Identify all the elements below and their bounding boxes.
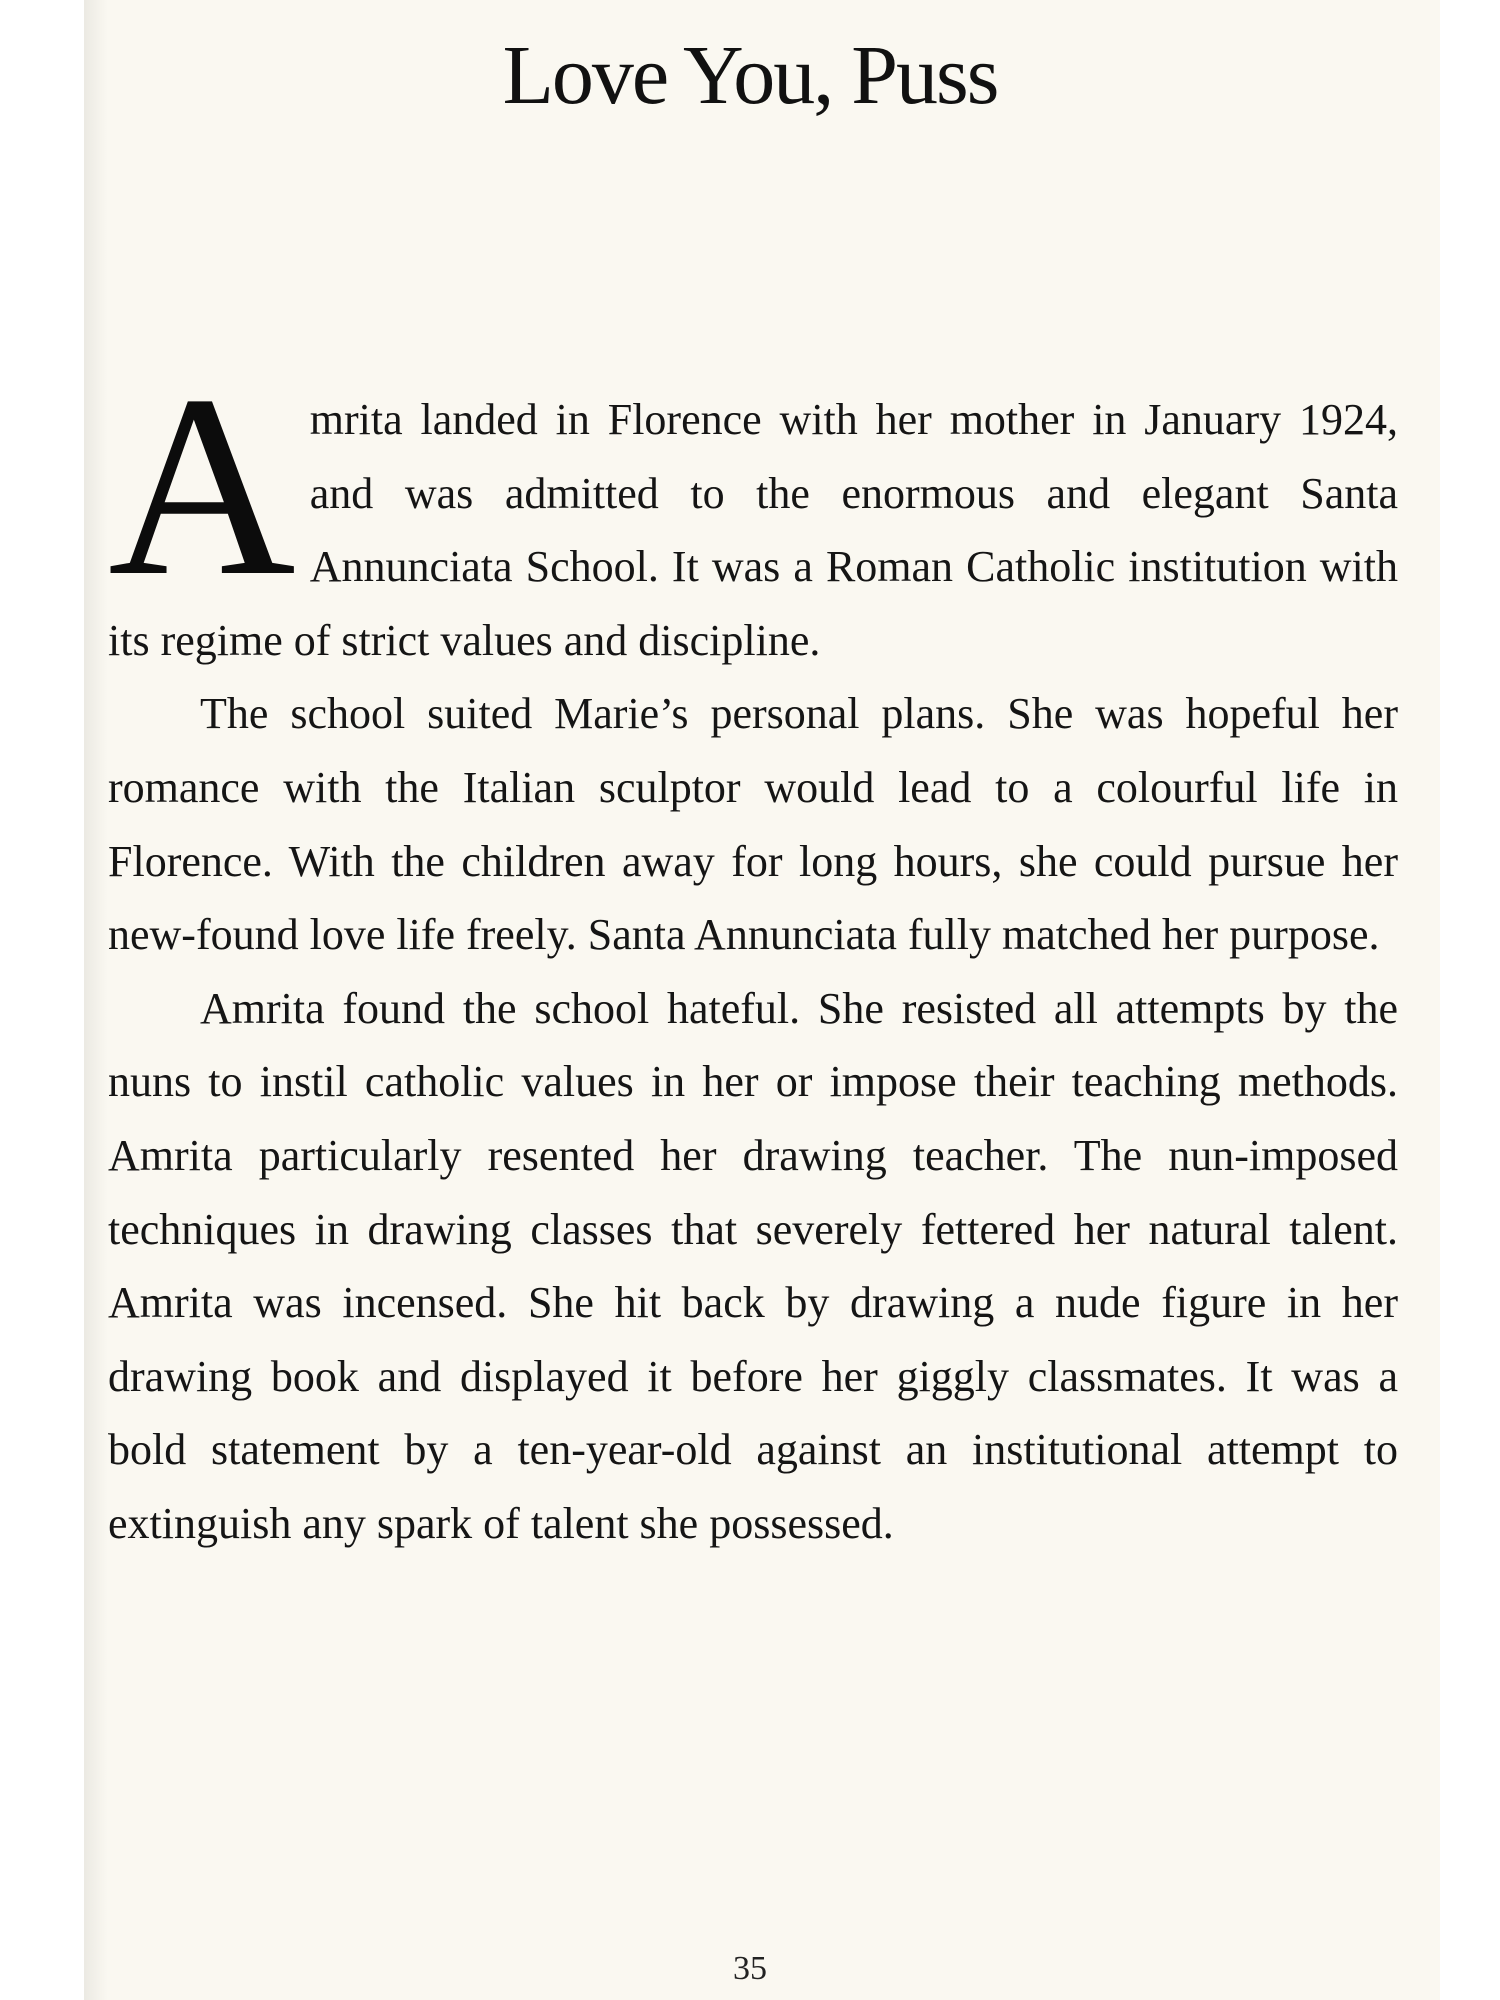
chapter-body bbox=[108, 342, 1398, 1561]
paragraph bbox=[108, 342, 1398, 677]
page-number: 35 bbox=[733, 1950, 767, 1987]
paragraph-text: mrita landed in Florence with her mother in January 1924, and was admitted to the enormous and elegant Santa Annunciata School. It was a Roman Catholic institution with its regime of strict values and discipline. bbox=[108, 395, 1398, 665]
drop-cap: A bbox=[108, 342, 296, 630]
chapter-title: Love You, Puss bbox=[502, 29, 998, 122]
page-edge-shadow bbox=[84, 0, 108, 2000]
paragraph: Amrita found the school hateful. She resisted all attempts by the nuns to instil catholic values in her or impose their teaching methods. Amrita particularly resented her drawing teacher. The nun-imposed techniques in drawing classes that severely fettered her natural talent. Amrita was incensed. She hit back by drawing a nude figure in her drawing book and displayed it before her giggly classmates. It was a bold statement by a ten-year-old against an institutional attempt to extinguish any spark of talent she possessed. bbox=[108, 983, 1398, 1548]
paragraph: The school suited Marie’s personal plans. She was hopeful her romance with the Italian sculptor would lead to a colourful life in Florence. With the children away for long hours, she could pursue her new-found love life freely. Santa Annunciata fully matched her purpose. bbox=[108, 689, 1398, 960]
